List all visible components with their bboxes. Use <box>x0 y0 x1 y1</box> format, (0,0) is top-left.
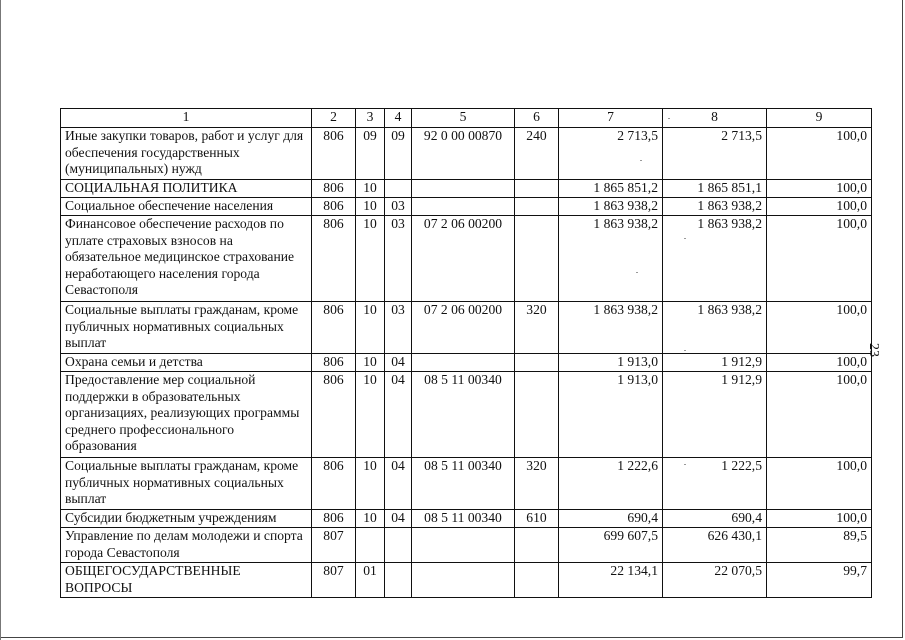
target-article-cell: 07 2 06 00200 <box>412 216 515 302</box>
section-cell: 10 <box>356 180 385 198</box>
subsection-cell: 09 <box>385 128 412 180</box>
subsection-cell: 03 <box>385 216 412 302</box>
execution-percent-cell: 100,0 <box>767 458 872 510</box>
executed-amount-cell: 1 863 938,2 <box>663 302 767 354</box>
column-header-4: 4 <box>385 109 412 128</box>
target-article-cell: 08 5 11 00340 <box>412 458 515 510</box>
admin-code-cell: 807 <box>312 563 356 598</box>
column-header-6: 6 <box>515 109 559 128</box>
section-cell: 10 <box>356 354 385 372</box>
execution-percent-cell: 100,0 <box>767 510 872 528</box>
column-header-9: 9 <box>767 109 872 128</box>
planned-amount-cell: 1 222,6 <box>559 458 663 510</box>
budget-table <box>60 108 872 598</box>
planned-amount-cell: 2 713,5 <box>559 128 663 180</box>
executed-amount-cell: 22 070,5 <box>663 563 767 598</box>
column-header-2: 2 <box>312 109 356 128</box>
planned-amount-cell: 1 865 851,2 <box>559 180 663 198</box>
execution-percent-cell: 100,0 <box>767 372 872 458</box>
column-number-row <box>61 109 872 128</box>
target-article-cell: 08 5 11 00340 <box>412 510 515 528</box>
table-row <box>61 528 872 563</box>
execution-percent-cell: 100,0 <box>767 128 872 180</box>
row-name-cell: Финансовое обеспечение расходов по уплате страховых взносов на обязательное медицинское страхование неработающего населения города Севастополя <box>61 216 312 302</box>
expense-type-cell <box>515 563 559 598</box>
expense-type-cell <box>515 528 559 563</box>
admin-code-cell: 806 <box>312 458 356 510</box>
table-row <box>61 302 872 354</box>
execution-percent-cell: 100,0 <box>767 302 872 354</box>
table-row <box>61 458 872 510</box>
executed-amount-cell: 1 863 938,2 <box>663 198 767 216</box>
column-header-5: 5 <box>412 109 515 128</box>
section-cell: 01 <box>356 563 385 598</box>
section-cell: 10 <box>356 216 385 302</box>
row-name-cell: Субсидии бюджетным учреждениям <box>61 510 312 528</box>
column-header-8: 8 <box>663 109 767 128</box>
scan-left-edge <box>0 0 1 640</box>
row-name-cell: СОЦИАЛЬНАЯ ПОЛИТИКА <box>61 180 312 198</box>
planned-amount-cell: 1 863 938,2 <box>559 198 663 216</box>
subsection-cell: 03 <box>385 198 412 216</box>
expense-type-cell <box>515 354 559 372</box>
expense-type-cell <box>515 372 559 458</box>
expense-type-cell <box>515 180 559 198</box>
table-row <box>61 180 872 198</box>
subsection-cell <box>385 180 412 198</box>
admin-code-cell: 806 <box>312 216 356 302</box>
row-name-cell: Социальные выплаты гражданам, кроме публичных нормативных социальных выплат <box>61 458 312 510</box>
planned-amount-cell: 1 913,0 <box>559 372 663 458</box>
row-name-cell: Охрана семьи и детства <box>61 354 312 372</box>
target-article-cell <box>412 180 515 198</box>
execution-percent-cell: 100,0 <box>767 180 872 198</box>
planned-amount-cell: 1 863 938,2 <box>559 216 663 302</box>
admin-code-cell: 806 <box>312 510 356 528</box>
admin-code-cell: 806 <box>312 180 356 198</box>
table-row <box>61 372 872 458</box>
table-row <box>61 128 872 180</box>
target-article-cell <box>412 563 515 598</box>
subsection-cell: 04 <box>385 354 412 372</box>
executed-amount-cell: 1 863 938,2 <box>663 216 767 302</box>
row-name-cell: Социальные выплаты гражданам, кроме публичных нормативных социальных выплат <box>61 302 312 354</box>
planned-amount-cell: 1 863 938,2 <box>559 302 663 354</box>
subsection-cell: 04 <box>385 372 412 458</box>
admin-code-cell: 806 <box>312 198 356 216</box>
execution-percent-cell: 100,0 <box>767 198 872 216</box>
planned-amount-cell: 699 607,5 <box>559 528 663 563</box>
page-number: 23 <box>866 343 881 357</box>
admin-code-cell: 806 <box>312 354 356 372</box>
expense-type-cell: 610 <box>515 510 559 528</box>
subsection-cell <box>385 528 412 563</box>
target-article-cell <box>412 528 515 563</box>
planned-amount-cell: 22 134,1 <box>559 563 663 598</box>
table-row <box>61 198 872 216</box>
row-name-cell: Социальное обеспечение населения <box>61 198 312 216</box>
subsection-cell: 03 <box>385 302 412 354</box>
target-article-cell: 07 2 06 00200 <box>412 302 515 354</box>
executed-amount-cell: 2 713,5 <box>663 128 767 180</box>
executed-amount-cell: 1 865 851,1 <box>663 180 767 198</box>
executed-amount-cell: 1 912,9 <box>663 372 767 458</box>
execution-percent-cell: 100,0 <box>767 216 872 302</box>
execution-percent-cell: 89,5 <box>767 528 872 563</box>
target-article-cell: 92 0 00 00870 <box>412 128 515 180</box>
executed-amount-cell: 1 912,9 <box>663 354 767 372</box>
target-article-cell <box>412 198 515 216</box>
expense-type-cell: 240 <box>515 128 559 180</box>
subsection-cell: 04 <box>385 510 412 528</box>
admin-code-cell: 806 <box>312 302 356 354</box>
row-name-cell: Иные закупки товаров, работ и услуг для обеспечения государственных (муниципальных) нужд <box>61 128 312 180</box>
table-row <box>61 354 872 372</box>
section-cell: 10 <box>356 198 385 216</box>
column-header-7: 7 <box>559 109 663 128</box>
section-cell: 10 <box>356 458 385 510</box>
row-name-cell: ОБЩЕГОСУДАРСТВЕННЫЕ ВОПРОСЫ <box>61 563 312 598</box>
column-header-3: 3 <box>356 109 385 128</box>
subsection-cell: 04 <box>385 458 412 510</box>
table-row <box>61 510 872 528</box>
executed-amount-cell: 690,4 <box>663 510 767 528</box>
planned-amount-cell: 1 913,0 <box>559 354 663 372</box>
section-cell <box>356 528 385 563</box>
section-cell: 10 <box>356 510 385 528</box>
execution-percent-cell: 99,7 <box>767 563 872 598</box>
expense-type-cell: 320 <box>515 302 559 354</box>
target-article-cell <box>412 354 515 372</box>
subsection-cell <box>385 563 412 598</box>
admin-code-cell: 806 <box>312 372 356 458</box>
expense-type-cell: 320 <box>515 458 559 510</box>
table-body <box>61 109 872 598</box>
section-cell: 10 <box>356 302 385 354</box>
target-article-cell: 08 5 11 00340 <box>412 372 515 458</box>
table-row <box>61 563 872 598</box>
expense-type-cell <box>515 198 559 216</box>
section-cell: 09 <box>356 128 385 180</box>
admin-code-cell: 806 <box>312 128 356 180</box>
executed-amount-cell: 1 222,5 <box>663 458 767 510</box>
row-name-cell: Предоставление мер социальной поддержки в образовательных организациях, реализующих программы среднего профессионального образования <box>61 372 312 458</box>
planned-amount-cell: 690,4 <box>559 510 663 528</box>
row-name-cell: Управление по делам молодежи и спорта города Севастополя <box>61 528 312 563</box>
table-row <box>61 216 872 302</box>
section-cell: 10 <box>356 372 385 458</box>
expense-type-cell <box>515 216 559 302</box>
executed-amount-cell: 626 430,1 <box>663 528 767 563</box>
column-header-1: 1 <box>61 109 312 128</box>
admin-code-cell: 807 <box>312 528 356 563</box>
execution-percent-cell: 100,0 <box>767 354 872 372</box>
